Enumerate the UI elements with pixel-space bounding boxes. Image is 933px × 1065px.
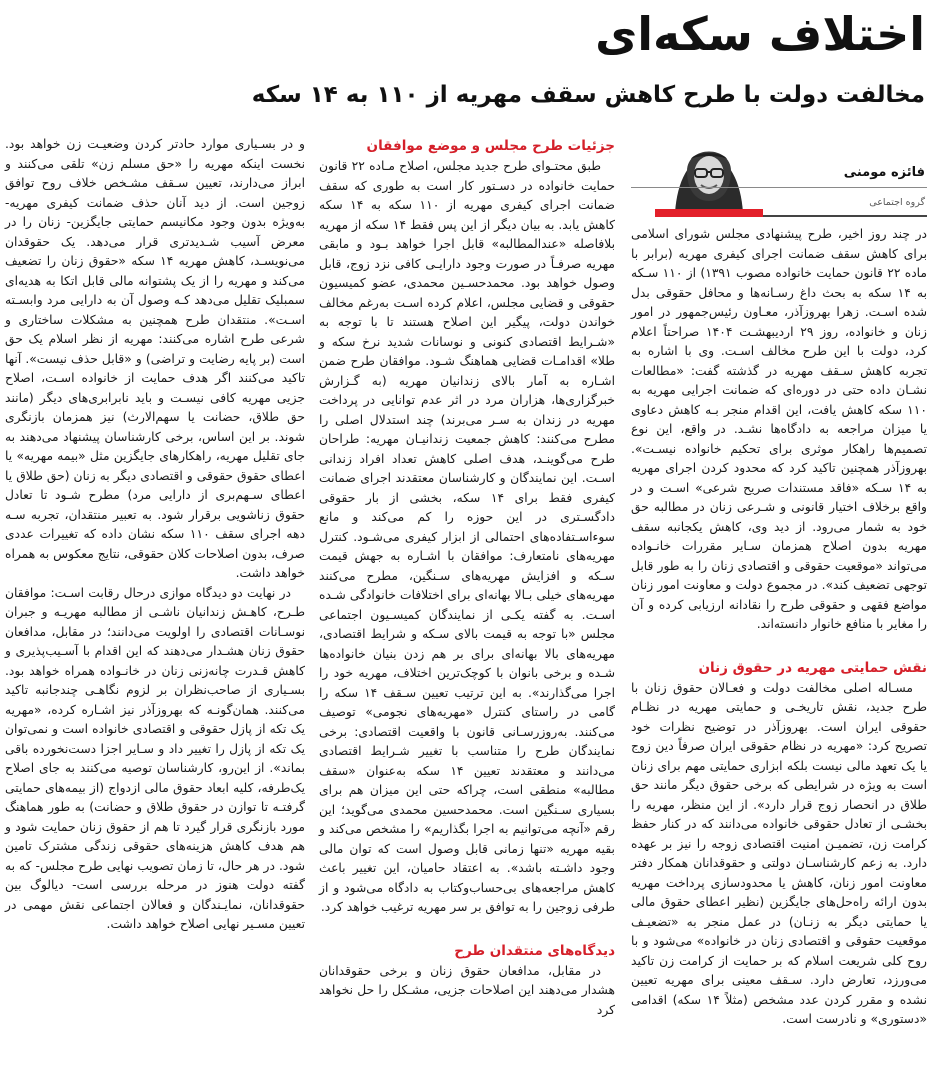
column-right (631, 135, 927, 1030)
author-divider (631, 187, 927, 188)
author-portrait-icon (655, 131, 763, 213)
section-heading-parliament-details: جزئیات طرح مجلس و موضع موافقان (366, 138, 615, 154)
intro-paragraph: در چند روز اخیر، طرح پیشنهادی مجلس شورای اسلامی برای کاهش سقف ضمانت اجرای کیفری مهریه (برابر با ماده ۲۲ قانون حمایت خانواده مصوب ۱۳۹۱) از ۱۱۰ سـکه به ۱۴ سکه به بحث داغ رسـانه‌ها و محافل حقوقی بدل شده اسـت. زهرا بهروزآذر، معـاون رئیس‌جمهور در امور زنان و خانواده، روز ۲۹ اردیبهشـت ۱۴۰۴ صراحتاً اعلام کرد، دولت با این طرح مخالف اسـت. وی با اشاره به تجربه کاهش سـقف مهریه در گذشته گفت: «مطالعات نشـان داده حتی در دوره‌ای که ضمانت اجرایی مهریه به ۱۱۰ سکه کاهش یافت، این اقدام منجر بـه کاهش دعاوی یا میزان مراجعه به دادگاه‌ها نشـد. در واقع، این نوع تصمیم‌ها راهکار موثری برای تحکیم خانواده نیسـت». بهروزآذر همچنین تاکید کرد که محدود کردن اجرای مهریه به ۱۴ سـکه «فاقد مستندات صریح شرعی» اسـت و در واقع برخلاف اختیار قانونی و شـرعی زنان در مطالبه حق خود به شمار می‌رود. از دید وی، کاهش یکجانبه سقف مهریه بدون اصلاح همزمان سـایر مقررات خانـواده می‌تواند «موقعیت حقوقی و اقتصادی زنان را به طور قابل توجهی تضعیف کند». در مجموع دولت و معاونت امور زنان مواضع فقهی و حقوقی طرح را نقادانه ارزیابی کرده و آن را مغایر با منافع خانوار دانسته‌اند. (631, 227, 927, 631)
conclusion-paragraph: در نهایت دو دیدگاه موازی درحال رقابت اسـت: موافقان طـرح، کاهـش زندانیان ناشـی از مطالبه مهریـه و جبران نوسـانات اقتصادی را اولویت می‌دانند؛ در مقابل، مدافعان حقوق زنان هشـدار می‌دهند که این اقدام با آسـیب‌پذیری و کاهش قـدرت چانه‌زنی زنان در خانـواده همراه خواهد بود. بسـیاری از صاحب‌نظران بر لزوم نگاهـی چندجانبه تاکید می‌کنند. همان‌گونـه که بهروزآذر نیز اشـاره کرده، «مهریه یک تکه از پازل حقوقی و اقتصادی خانواده است و نمی‌توان یک تکه از پازل را تغییر داد و سـایر اجزا دست‌نخورده باقی بماند». از این‌رو، کارشناسان توصیه می‌کنند به جای اصلاح یک‌طرفه، کلیه ابعاد حقوق مالی ازدواج (از بیمه‌های حمایتی گرفتـه تا توازن در حقوق طلاق و حضانت) به طور هماهنگ مورد بازنگری قرار گیرد تا هم از حقوق زنان حمایت شود و هم هدف کاهش هزینه‌های حقوقی زندگی مشترک تامین شود. در هر حال، تا زمان تصویب نهایی طرح مجلس- که به گفته دولت هنوز در مرحله بررسی است- دیالوگ بین حقوقدانان، نمایـندگان و فعالان اجتماعی نقش مهمی در تعیین مسـیر نهایی اصلاح خواهد داشت. (5, 585, 305, 931)
accent-bar (655, 209, 763, 217)
section-heading-critics: دیدگاه‌های منتقدان طرح (454, 942, 615, 959)
author-underline (763, 215, 927, 217)
parliament-details-paragraph: طبق محتـوای طرح جدید مجلس، اصلاح مـاده ۲۲ قانون حمایت خانواده در دسـتور کار است به طوری که سقف ضمانت اجرای کیفری مهریه از ۱۱۰ سکه به ۱۴ سکه کاهش یابد. به بیان دیگر از این پس فقط ۱۴ سکه از مهریه بلافاصله «عندالمطالبه» قابل اجرا خواهد بـود و مابقی مهریه صرفـاً در صورت وجود دارایـی کافی نزد زوج، قابل وصول خواهد بود. محمدحسـین محمدی، عضو کمیسیون حقوقی و قضایی مجلس، اعلام کرده اسـت به‌رغم مخالف خواندن دولت، پیگیر این اصلاح هستند تا با توجه به «شـرایط اقتصادی کنونی و نوسانات شدید نرخ سکه و طلا» اقدامـات قضایی هماهنگ شـود. موافقان طرح ضمن اشـاره به آمار بالای زندانیان مهریه (به گـزارش خبرگزاری‌ها، هزاران مرد در اثر عدم توانایی در پرداخت مهریه در زندان به سـر می‌برند) چند استدلال اصلی را مطرح می‌کنند: کاهش جمعیت زندانیـان مهریه: طراحان طرح می‌گوینـد، هدف اصلی کاهش تعداد افراد زندانی اسـت. این نمایندگان و کارشناسان معتقدند اجرای ضمانت کیفری فقط برای ۱۴ سکه، بخشی از بار حقوقی دادگسـتری در این حوزه را کم می‌کند و مانع سوءاسـتفاده‌های احتمالی از ابزار کیفری می‌شـود. کنترل مهریه‌های نامتعارف: موافقان با اشـاره به جهش قیمت سـکه و افزایش مهریه‌های سـنگین، مطرح می‌کنند مهریه‌های خیلی بـالا بهانه‌ای برای اختلافات خانوادگی شـده اسـت. به گفته یکـی از نمایندگان کمیسـیون اجتماعی مجلس «با توجه به قیمت بالای سـکه و شرایط اقتصادی، مهریه‌های بالا بهانه‌ای برای بر هم زدن بنیان خانواده‌ها شـده و برخی بانوان با کوچک‌ترین اختلاف، مهریه خود را اجرا می‌گذارند». به این ترتیب تعیین سـقف ۱۴ سکه را گامی در راستای کنترل «مهریه‌های نجومی» توصیف می‌کنند. به‌روزرسـانی قانون با واقعیت اقتصادی: برخی نمایندگان طرح را متناسب با تغییر شـرایط اقتصادی می‌دانند و معتقدند تعیین ۱۴ سکه به‌عنوان «سقف مطالبه» منطقی است، چراکه حتی این میزان هم برای بسیاری سـنگین است. محمدحسین محمدی می‌گوید؛ این رقم «آنچه می‌توانیم به اجرا بگذاریم» را مشخص می‌کند و بقیه مهریه «تنها زمانی قابل وصول است که توان مالی وجود داشـته باشد». به اعتقاد حامیان، این تغییر باعث کاهش مراجعه‌های بی‌حساب‌وکتاب به دادگاه می‌شود و از طرفی زوجین را به توافق بر سر مهریه ترغیب خواهد کرد. (319, 159, 616, 914)
section-heading-protective-role: نقش حمایتی مهریه در حقوق زنان (698, 659, 927, 676)
author-photo (655, 131, 763, 213)
author-group: گروه اجتماعی (869, 197, 925, 208)
protective-role-paragraph: مسـاله اصلی مخالفت دولت و فعـالان حقوق زنان با طرح جدید، نقش تاریخـی و حمایتی مهریه در نظـام حقوقی ایران است. بهروزآذر در توضیح نظرات خود تصریح کرد: «مهریه در نظام حقوقی ایران صرفاً دین زوج یا یک تعهد مالی نیست بلکه ابزاری حمایتی مهم برای زنان است به ویژه در شرایطی که برخی حقوق دیگر مانند حق طلاق در انحصار زوج قرار دارد». از این منظر، مهریه را بخشـی از تعادل حقوقی خانواده می‌دانند که در کنار حفظ کرامت زن، تضمیـن امنیت اقتصادی زوجه را نیز بر عهده دارد. به زعم کارشناسـان دولتی و حقوقدانان همکار دفتر معاونت امور زنان، کاهش یا محدودسازی پرداخت مهریه بدون ارائه راه‌حل‌های جایگزین (نظیر اعطای حقوق مالی یا حمایتی دیگر به زنـان) در عمل منجر به «تضعیـف موقعیت حقوقی و اقتصادی زنان در خانواده» می‌شود و با روح کلی شریعت اسلام که بر حمایت از کرامت زن تاکید می‌ورزد، تعارض دارد. سـقف معینی برای مهریه تعیین نشده و مقرر کردن عدد مشخص (مثلاً ۱۴ سکه) اقدامی «دستوری» و نادرست است. (631, 680, 927, 1026)
column-left (5, 135, 305, 935)
column-middle (319, 135, 615, 1020)
headline: اختلاف سکه‌ای (595, 7, 925, 61)
critics-paragraph-start: در مقابل، مدافعان حقوق زنان و برخی حقوقدانان هشدار می‌دهند این اصلاحات جزیی، مشـکل را حل نخواهد کرد (319, 963, 615, 1017)
critics-paragraph-continued: و در بسـیاری موارد حادتر کردن وضعیـت زن خواهد بود. نخست اینکه مهریه را «حق مسلم زن» تلقی می‌کنند و ابراز می‌دارند، تعیین سـقف مشـخص خلاف روح توافق زوجین است. از دید آنان حذف ضمانت کیفری مهریه- به‌ویژه بدون وجود مکانیسم حمایتی جایگزین- زنان را در معرض آسیب شـدیدتری قرار می‌دهد. یک حقوقدان می‌نویسـد، کاهش مهریه ۱۴ سکه «حقوق زنان را تضعیف می‌کند و مهریه را از یک پشتوانه مالی قابل اتکا به هدیه‌ای سمبلیک تقلیل می‌دهد کـه وصول آن به دارایی مرد وابسـته اسـت». منتقدان طرح همچنین به مشکلات ساختاری و شرعی طرح اشاره می‌کنند: مهریه از نظر اسلام یک حق است (بر پایه رضایت و تراضی) و «قابل حذف نیست». آنها تاکید می‌کنند اگر هدف حمایت از خانواده اسـت، اصلاح جزیی مهریه کافی نیسـت و باید نابرابری‌های دیگر (مانند حق طلاق، حضانت یا سهم‌الارث) نیز همزمان بازنگری شوند. بر این اساس، برخی کارشناسان پیشنهاد می‌دهند به جای تقلیل مهریه، راهکارهای جایگزین مثل «بیمه مهریه» یا اعطای حقوق حقوقی و اقتصادی دیگر به زنان (حق طلاق یا اعطای سـهم‌بری از دارایی مرد) مطرح شـود تا تعادل حقوق زناشویی برقرار شود. به تعبیر منتقدان، تجربه سـه دهه اجرای سقف ۱۱۰ سکه نشان داده که تغییرات عددی صرف، بدون اصلاحات کلان حقوقی، نتایج معکوس به همراه خواهد داشت. (5, 137, 306, 580)
subtitle: مخالفت دولت با طرح کاهش سقف مهریه از ۱۱۰ به ۱۴ سکه (251, 82, 925, 108)
author-name: فائزه مومنی (843, 165, 925, 180)
author-box (631, 135, 927, 217)
